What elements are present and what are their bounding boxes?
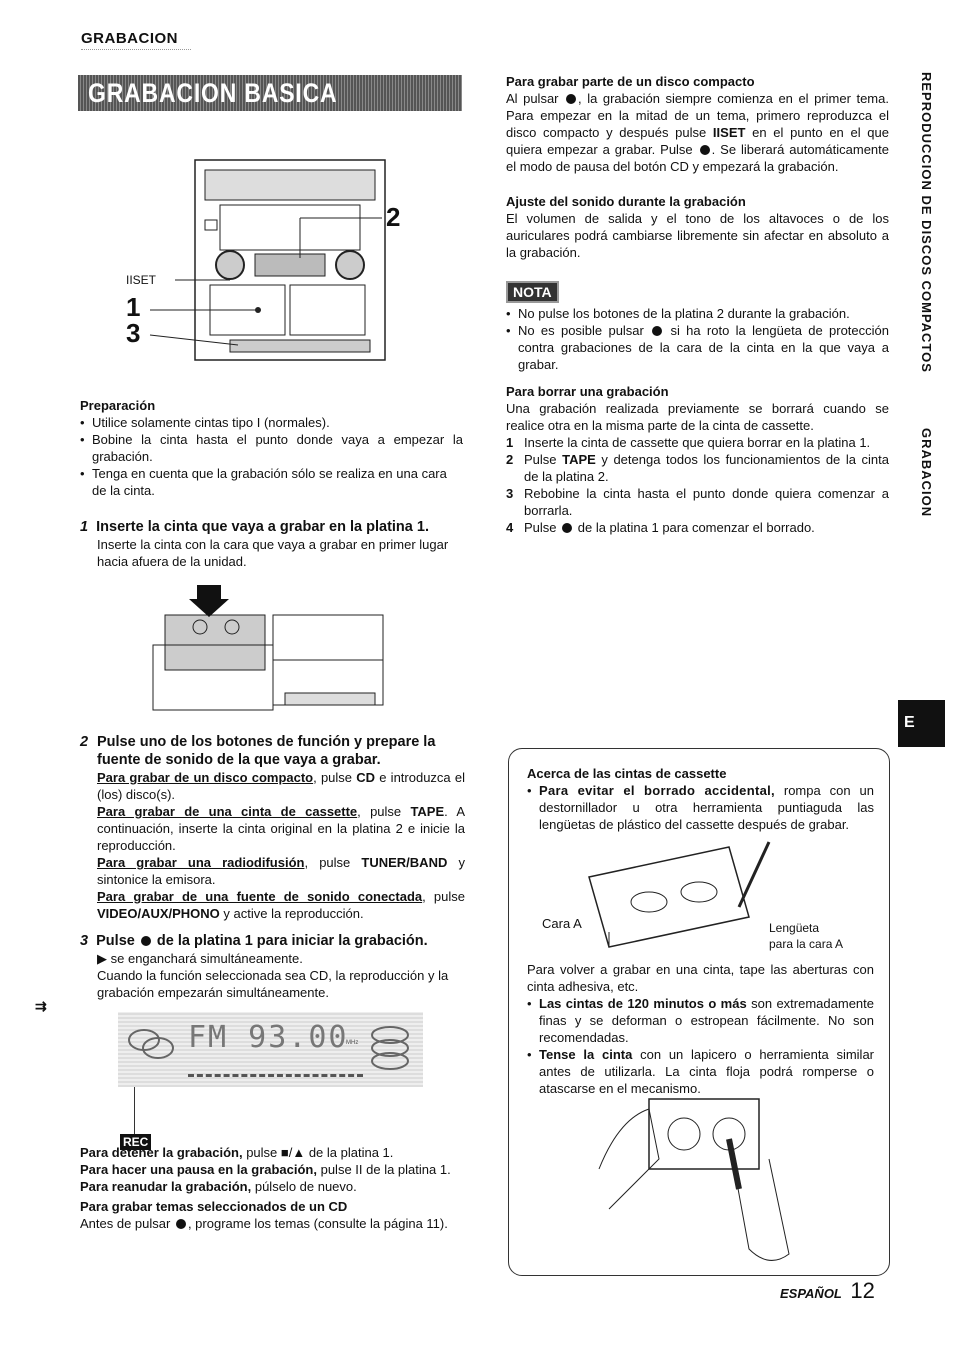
option-tape: Para grabar de una cinta de cassette, pulse TAPE. A continuación, inserte la cinta original en la platina 2 e inicie la reproducción. bbox=[97, 804, 466, 853]
prep-item: • Tenga en cuenta que la grabación sólo se realiza en una cara de la cinta. bbox=[80, 465, 463, 499]
ajuste-body: El volumen de salida y el tono de los altavoces o de los auriculares podrá cambiarse libremente sin afectar en absoluto a la grabación. bbox=[506, 211, 889, 260]
record-icon bbox=[141, 936, 151, 946]
nota-item: • No pulse los botones de la platina 2 durante la grabación. bbox=[506, 305, 889, 322]
option-cd: Para grabar de un disco compacto, pulse CD e introduzca el (los) disco(s). bbox=[97, 770, 465, 802]
borrar-step: 4 Pulse de la platina 1 para comenzar el borrado. bbox=[506, 520, 815, 535]
borrar-step: 2 Pulse TAPE y detenga todos los funcionamientos de la cinta de la platina 2. bbox=[506, 452, 889, 484]
label-set: IISET bbox=[126, 273, 157, 287]
box-item: • Las cintas de 120 minutos o más son extremadamente finas y se deforman o estropean fácilmente. No son recomendadas. bbox=[527, 995, 874, 1046]
display-unit: MHz bbox=[346, 1040, 359, 1046]
step-3-line1: ▶ se enganchará simultáneamente. bbox=[97, 951, 303, 966]
ajuste-heading: Ajuste del sonido durante la grabación bbox=[506, 194, 746, 209]
display-panel bbox=[118, 1012, 423, 1087]
label-para-cara-a: para la cara A bbox=[769, 937, 844, 951]
prep-heading: Preparación bbox=[80, 398, 156, 413]
box-item: • Tense la cinta con un lapicero o herramienta similar antes de utilizarla. La cinta floja podrá romperse o atascarse en el mecanismo. bbox=[527, 1046, 874, 1097]
level-meter bbox=[188, 1074, 363, 1077]
stop-note: Para detener la grabación, pulse ■/▲ de la platina 1. bbox=[80, 1145, 394, 1160]
section-label: GRABACION bbox=[81, 30, 178, 47]
step-number: 1 bbox=[80, 519, 89, 535]
label-3: 3 bbox=[126, 318, 141, 348]
section-underline bbox=[81, 49, 191, 50]
record-icon bbox=[566, 94, 576, 104]
footer-language: ESPAÑOL bbox=[780, 1286, 842, 1301]
step-1 bbox=[80, 518, 465, 570]
side-tab-grabacion: GRABACION bbox=[919, 428, 934, 518]
title-banner bbox=[78, 75, 462, 111]
prep-item: • Bobine la cinta hasta el punto donde vaya a empezar la grabación. bbox=[80, 431, 463, 465]
label-2: 2 bbox=[386, 202, 401, 232]
stereo-illustration bbox=[120, 150, 420, 370]
language-tab: E bbox=[898, 700, 945, 747]
box-heading: Acerca de las cintas de cassette bbox=[527, 766, 727, 781]
tape-stack-icon bbox=[368, 1020, 413, 1080]
bottom-left-notes bbox=[80, 1144, 465, 1232]
cd-part-heading: Para grabar parte de un disco compacto bbox=[506, 74, 755, 89]
nota-item: • No es posible pulsar si ha roto la lengüeta de protección contra grabaciones de la cara de la cinta en la que vaya a grabar. bbox=[506, 322, 889, 373]
step-number: 3 bbox=[80, 933, 89, 949]
disc-icon bbox=[126, 1024, 176, 1064]
cassette-info-box bbox=[508, 748, 890, 1276]
side-tab-cd: REPRODUCCION DE DISCOS COMPACTOS bbox=[919, 72, 934, 373]
pencil-winding-illustration bbox=[589, 1079, 819, 1269]
step-2-options bbox=[80, 769, 465, 922]
record-icon bbox=[176, 1219, 186, 1229]
page-number: 12 bbox=[850, 1278, 875, 1303]
nota-badge: NOTA bbox=[506, 281, 559, 303]
cassette-insert-illustration bbox=[145, 585, 405, 715]
footer bbox=[780, 1278, 875, 1304]
step-number: 2 bbox=[80, 734, 89, 750]
right-column bbox=[506, 73, 889, 536]
borrar-body: Una grabación realizada previamente se borrará cuando se realice otra en la misma parte de la cinta de cassette. bbox=[506, 401, 889, 433]
page-title: GRABACION BASICA bbox=[88, 78, 338, 108]
box-item: • Para evitar el borrado accidental, rompa con un destornillador u otra herramienta puntiaguda las lengüetas de plástico del cassette después de grabar. bbox=[527, 782, 874, 833]
play-icon: ▶ bbox=[97, 951, 107, 966]
step-3-heading: 3 Pulse de la platina 1 para iniciar la grabación. bbox=[80, 933, 428, 949]
step-1-heading: 1 Inserte la cinta que vaya a grabar en la platina 1. bbox=[80, 519, 429, 535]
label-lengueta: Lengüeta bbox=[769, 921, 820, 935]
borrar-step: 1 Inserte la cinta de cassette que quiera borrar en la platina 1. bbox=[506, 435, 871, 450]
selected-tracks-heading: Para grabar temas seleccionados de un CD bbox=[80, 1199, 348, 1214]
record-icon bbox=[652, 326, 662, 336]
step-1-body: Inserte la cinta con la cara que vaya a grabar en primer lugar hacia afuera de la unidad. bbox=[97, 537, 449, 569]
rec-indicator: REC bbox=[120, 1134, 151, 1150]
borrar-step: 3 Rebobine la cinta hasta el punto donde quiera comenzar a borrarla. bbox=[506, 486, 889, 518]
selected-tracks-body: Antes de pulsar , programe los temas (consulte la página 11). bbox=[80, 1216, 448, 1231]
cd-part-body: Al pulsar , la grabación siempre comienza en el primer tema. Para empezar en la mitad de un tema, primero reproduzca el disco compacto y después pulse IISET en el punto en el que quiera empezar a grabar. Pulse . Se liberará automáticamente el modo de pausa del botón CD y empezará la grabación. bbox=[506, 91, 889, 174]
margin-mark: ⇉ bbox=[35, 998, 47, 1014]
rec-pointer-line bbox=[134, 1087, 135, 1134]
step-2 bbox=[80, 733, 465, 922]
pause-note: Para hacer una pausa en la grabación, pulse II de la platina 1. bbox=[80, 1162, 451, 1177]
prep-section bbox=[80, 397, 463, 499]
borrar-heading: Para borrar una grabación bbox=[506, 384, 669, 399]
step-2-heading: 2 Pulse uno de los botones de función y prepare la fuente de sonido de la que vaya a grabar. bbox=[80, 734, 436, 768]
option-radio: Para grabar una radiodifusión, pulse TUNER/BAND y sintonice la emisora. bbox=[97, 855, 465, 887]
display-frequency: FM 93.00 bbox=[188, 1020, 349, 1055]
step-3-line2: Cuando la función seleccionada sea CD, la reproducción y la grabación empezarán simultáneamente. bbox=[97, 968, 449, 1000]
box-paragraph: Para volver a grabar en una cinta, tape las aberturas con cinta adhesiva, etc. bbox=[527, 962, 874, 994]
prep-item: • Utilice solamente cintas tipo I (normales). bbox=[80, 414, 463, 431]
resume-note: Para reanudar la grabación, púlselo de nuevo. bbox=[80, 1179, 357, 1194]
label-cara-a: Cara A bbox=[542, 916, 582, 931]
option-aux: Para grabar de una fuente de sonido conectada, pulse VIDEO/AUX/PHONO y active la reproducción. bbox=[97, 889, 465, 921]
record-icon bbox=[562, 523, 572, 533]
step-3 bbox=[80, 932, 465, 1001]
label-1: 1 bbox=[126, 292, 141, 322]
record-icon bbox=[700, 145, 710, 155]
